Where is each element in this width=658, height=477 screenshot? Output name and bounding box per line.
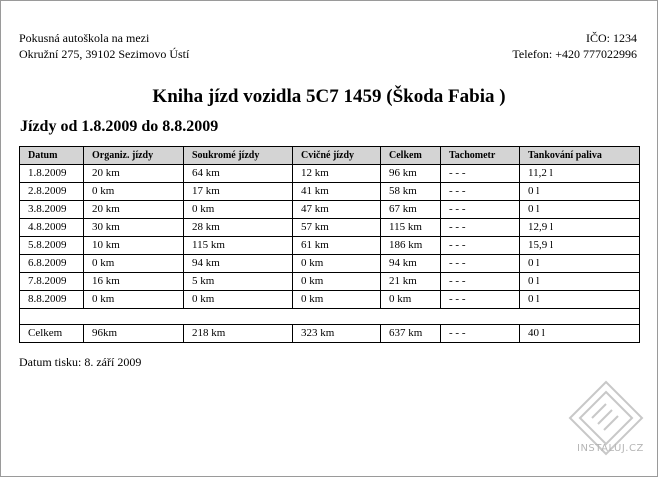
spacer-cell bbox=[20, 309, 640, 325]
cell-date: 8.8.2009 bbox=[20, 291, 84, 309]
cell-odometer: - - - bbox=[441, 165, 520, 183]
report-title: Kniha jízd vozidla 5C7 1459 (Škoda Fabia ) bbox=[152, 86, 506, 107]
cell-total: 115 km bbox=[381, 219, 441, 237]
cell-date: 3.8.2009 bbox=[20, 201, 84, 219]
cell-odometer: - - - bbox=[441, 219, 520, 237]
watermark-text: INSTALUJ.CZ bbox=[577, 443, 644, 454]
cell-fuel: 0 l bbox=[520, 255, 640, 273]
cell-training: 0 km bbox=[293, 273, 381, 291]
company-block bbox=[19, 30, 189, 62]
cell-business: 20 km bbox=[84, 165, 184, 183]
company-contact bbox=[512, 30, 637, 62]
column-header-date: Datum bbox=[20, 147, 84, 165]
cell-total: 96 km bbox=[381, 165, 441, 183]
cell-odometer: - - - bbox=[441, 273, 520, 291]
total-label: Celkem bbox=[20, 325, 84, 343]
table-total-row bbox=[20, 325, 640, 343]
total-odometer: - - - bbox=[441, 325, 520, 343]
company-address: Okružní 275, 39102 Sezimovo Ústí bbox=[19, 47, 190, 61]
cell-total: 67 km bbox=[381, 201, 441, 219]
cell-fuel: 12,9 l bbox=[520, 219, 640, 237]
cell-private: 28 km bbox=[184, 219, 293, 237]
table-spacer-row bbox=[20, 309, 640, 325]
total-all: 637 km bbox=[381, 325, 441, 343]
cell-training: 47 km bbox=[293, 201, 381, 219]
cell-fuel: 11,2 l bbox=[520, 165, 640, 183]
column-header-total: Celkem bbox=[381, 147, 441, 165]
cell-date: 2.8.2009 bbox=[20, 183, 84, 201]
cell-fuel: 0 l bbox=[520, 201, 640, 219]
cell-fuel: 0 l bbox=[520, 273, 640, 291]
cell-date: 5.8.2009 bbox=[20, 237, 84, 255]
cell-total: 186 km bbox=[381, 237, 441, 255]
company-name: Pokusná autoškola na mezi bbox=[19, 31, 150, 45]
cell-training: 41 km bbox=[293, 183, 381, 201]
cell-business: 0 km bbox=[84, 255, 184, 273]
cell-training: 57 km bbox=[293, 219, 381, 237]
table-row bbox=[20, 165, 640, 183]
cell-business: 0 km bbox=[84, 291, 184, 309]
column-header-odometer: Tachometr bbox=[441, 147, 520, 165]
cell-odometer: - - - bbox=[441, 201, 520, 219]
cell-training: 12 km bbox=[293, 165, 381, 183]
cell-total: 94 km bbox=[381, 255, 441, 273]
cell-total: 58 km bbox=[381, 183, 441, 201]
cell-business: 0 km bbox=[84, 183, 184, 201]
column-header-fuel: Tankování paliva bbox=[520, 147, 640, 165]
total-private: 218 km bbox=[184, 325, 293, 343]
cell-business: 16 km bbox=[84, 273, 184, 291]
table-row bbox=[20, 255, 640, 273]
table-row bbox=[20, 201, 640, 219]
cell-business: 30 km bbox=[84, 219, 184, 237]
cell-private: 64 km bbox=[184, 165, 293, 183]
cell-private: 0 km bbox=[184, 201, 293, 219]
report-period: Jízdy od 1.8.2009 do 8.8.2009 bbox=[20, 118, 219, 135]
cell-training: 0 km bbox=[293, 291, 381, 309]
cell-private: 94 km bbox=[184, 255, 293, 273]
cell-private: 5 km bbox=[184, 273, 293, 291]
cell-date: 1.8.2009 bbox=[20, 165, 84, 183]
table-row bbox=[20, 273, 640, 291]
cell-private: 17 km bbox=[184, 183, 293, 201]
total-fuel: 40 l bbox=[520, 325, 640, 343]
cell-odometer: - - - bbox=[441, 237, 520, 255]
table-row bbox=[20, 219, 640, 237]
cell-odometer: - - - bbox=[441, 255, 520, 273]
table-row bbox=[20, 291, 640, 309]
cell-odometer: - - - bbox=[441, 183, 520, 201]
cell-private: 0 km bbox=[184, 291, 293, 309]
cell-fuel: 0 l bbox=[520, 183, 640, 201]
column-header-business-trips: Organiz. jízdy bbox=[84, 147, 184, 165]
cell-fuel: 15,9 l bbox=[520, 237, 640, 255]
trip-log-table bbox=[19, 146, 640, 343]
company-phone: Telefon: +420 777022996 bbox=[512, 47, 637, 61]
cell-fuel: 0 l bbox=[520, 291, 640, 309]
table-row bbox=[20, 237, 640, 255]
cell-date: 4.8.2009 bbox=[20, 219, 84, 237]
cell-date: 6.8.2009 bbox=[20, 255, 84, 273]
table-row bbox=[20, 183, 640, 201]
total-business: 96km bbox=[84, 325, 184, 343]
cell-private: 115 km bbox=[184, 237, 293, 255]
column-header-private-trips: Soukromé jízdy bbox=[184, 147, 293, 165]
column-header-training-trips: Cvičné jízdy bbox=[293, 147, 381, 165]
cell-training: 61 km bbox=[293, 237, 381, 255]
cell-business: 10 km bbox=[84, 237, 184, 255]
total-training: 323 km bbox=[293, 325, 381, 343]
cell-total: 21 km bbox=[381, 273, 441, 291]
cell-date: 7.8.2009 bbox=[20, 273, 84, 291]
cell-odometer: - - - bbox=[441, 291, 520, 309]
cell-total: 0 km bbox=[381, 291, 441, 309]
print-date: Datum tisku: 8. září 2009 bbox=[19, 355, 142, 369]
cell-business: 20 km bbox=[84, 201, 184, 219]
table-header-row bbox=[20, 147, 640, 165]
company-ico: IČO: 1234 bbox=[586, 31, 637, 45]
cell-training: 0 km bbox=[293, 255, 381, 273]
